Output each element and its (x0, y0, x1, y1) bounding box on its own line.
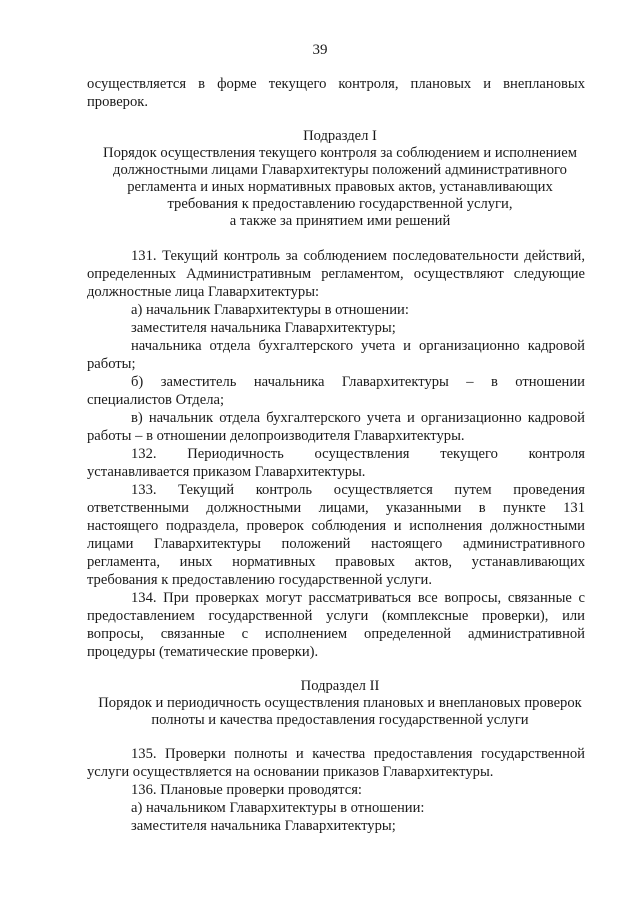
paragraph-134-line: вопросы, связанные с исполнением определенной административной (87, 626, 585, 642)
subsection-heading-line: требования к предоставлению государственной услуги, (167, 196, 513, 212)
paragraph-135-line: 135. Проверки полноты и качества предоставления государственной (131, 746, 585, 762)
paragraph-133-line: 133. Текущий контроль осуществляется путем проведения (131, 482, 585, 498)
list-item-b: специалистов Отдела; (87, 392, 225, 408)
paragraph-131-line: определенных Административным регламентом, осуществляют следующие (87, 266, 585, 282)
paragraph-133-line: регламента, иных нормативных правовых актов, устанавливающих (87, 554, 585, 570)
paragraph-131-line: должностные лица Главархитектуры: (87, 284, 320, 300)
subsection-heading-line: регламента и иных нормативных правовых актов, устанавливающих (127, 179, 553, 195)
paragraph-136-line: 136. Плановые проверки проводятся: (131, 782, 362, 798)
paragraph-134-line: предоставлением государственной услуги (комплексные проверки), или (87, 608, 585, 624)
list-item-a-sub: заместителя начальника Главархитектуры; (131, 818, 396, 834)
paragraph-133-line: настоящего подраздела, проверок соблюдения и исполнения должностными (87, 518, 585, 534)
subsection-title: Подраздел I (303, 128, 377, 144)
subsection-heading-line: а также за принятием ими решений (229, 213, 451, 229)
list-item-c: в) начальник отдела бухгалтерского учета и организационно кадровой (131, 410, 585, 426)
body-text-line: проверок. (87, 94, 149, 110)
paragraph-132-line: 132. Периодичность осуществления текущего контроля (131, 446, 585, 462)
paragraph-134-line: процедуры (тематические проверки). (87, 644, 319, 660)
page-number: 39 (312, 42, 328, 58)
subsection-title: Подраздел II (300, 678, 380, 694)
paragraph-132-line: устанавливается приказом Главархитектуры. (87, 464, 366, 480)
list-item-b: б) заместитель начальника Главархитектуры – в отношении (131, 374, 585, 390)
paragraph-133-line: лицами Главархитектуры положений настоящего административного (87, 536, 585, 552)
paragraph-135-line: услуги осуществляется на основании приказов Главархитектуры. (87, 764, 494, 780)
list-item-a: а) начальник Главархитектуры в отношении: (131, 302, 409, 318)
list-item-a-sub: заместителя начальника Главархитектуры; (131, 320, 396, 336)
subsection-heading-line: должностными лицами Главархитектуры положений административного (113, 162, 567, 178)
list-item-c: работы – в отношении делопроизводителя Главархитектуры. (87, 428, 465, 444)
list-item-a: а) начальником Главархитектуры в отношении: (131, 800, 425, 816)
subsection-heading-line: Порядок и периодичность осуществления плановых и внеплановых проверок (98, 695, 582, 711)
subsection-heading-line: Порядок осуществления текущего контроля за соблюдением и исполнением (103, 145, 577, 161)
paragraph-134-line: 134. При проверках могут рассматриваться все вопросы, связанные с (131, 590, 585, 606)
list-item-a-sub: начальника отдела бухгалтерского учета и организационно кадровой (131, 338, 585, 354)
subsection-heading-line: полноты и качества предоставления государственной услуги (151, 712, 529, 728)
body-text-line: осуществляется в форме текущего контроля, плановых и внеплановых (87, 76, 585, 92)
paragraph-131-line: 131. Текущий контроль за соблюдением последовательности действий, (131, 248, 585, 264)
list-item-a-sub: работы; (87, 356, 136, 372)
paragraph-133-line: ответственными должностными лицами, указанными в пункте 131 (87, 500, 585, 516)
paragraph-133-line: требования к предоставлению государственной услуги. (87, 572, 433, 588)
